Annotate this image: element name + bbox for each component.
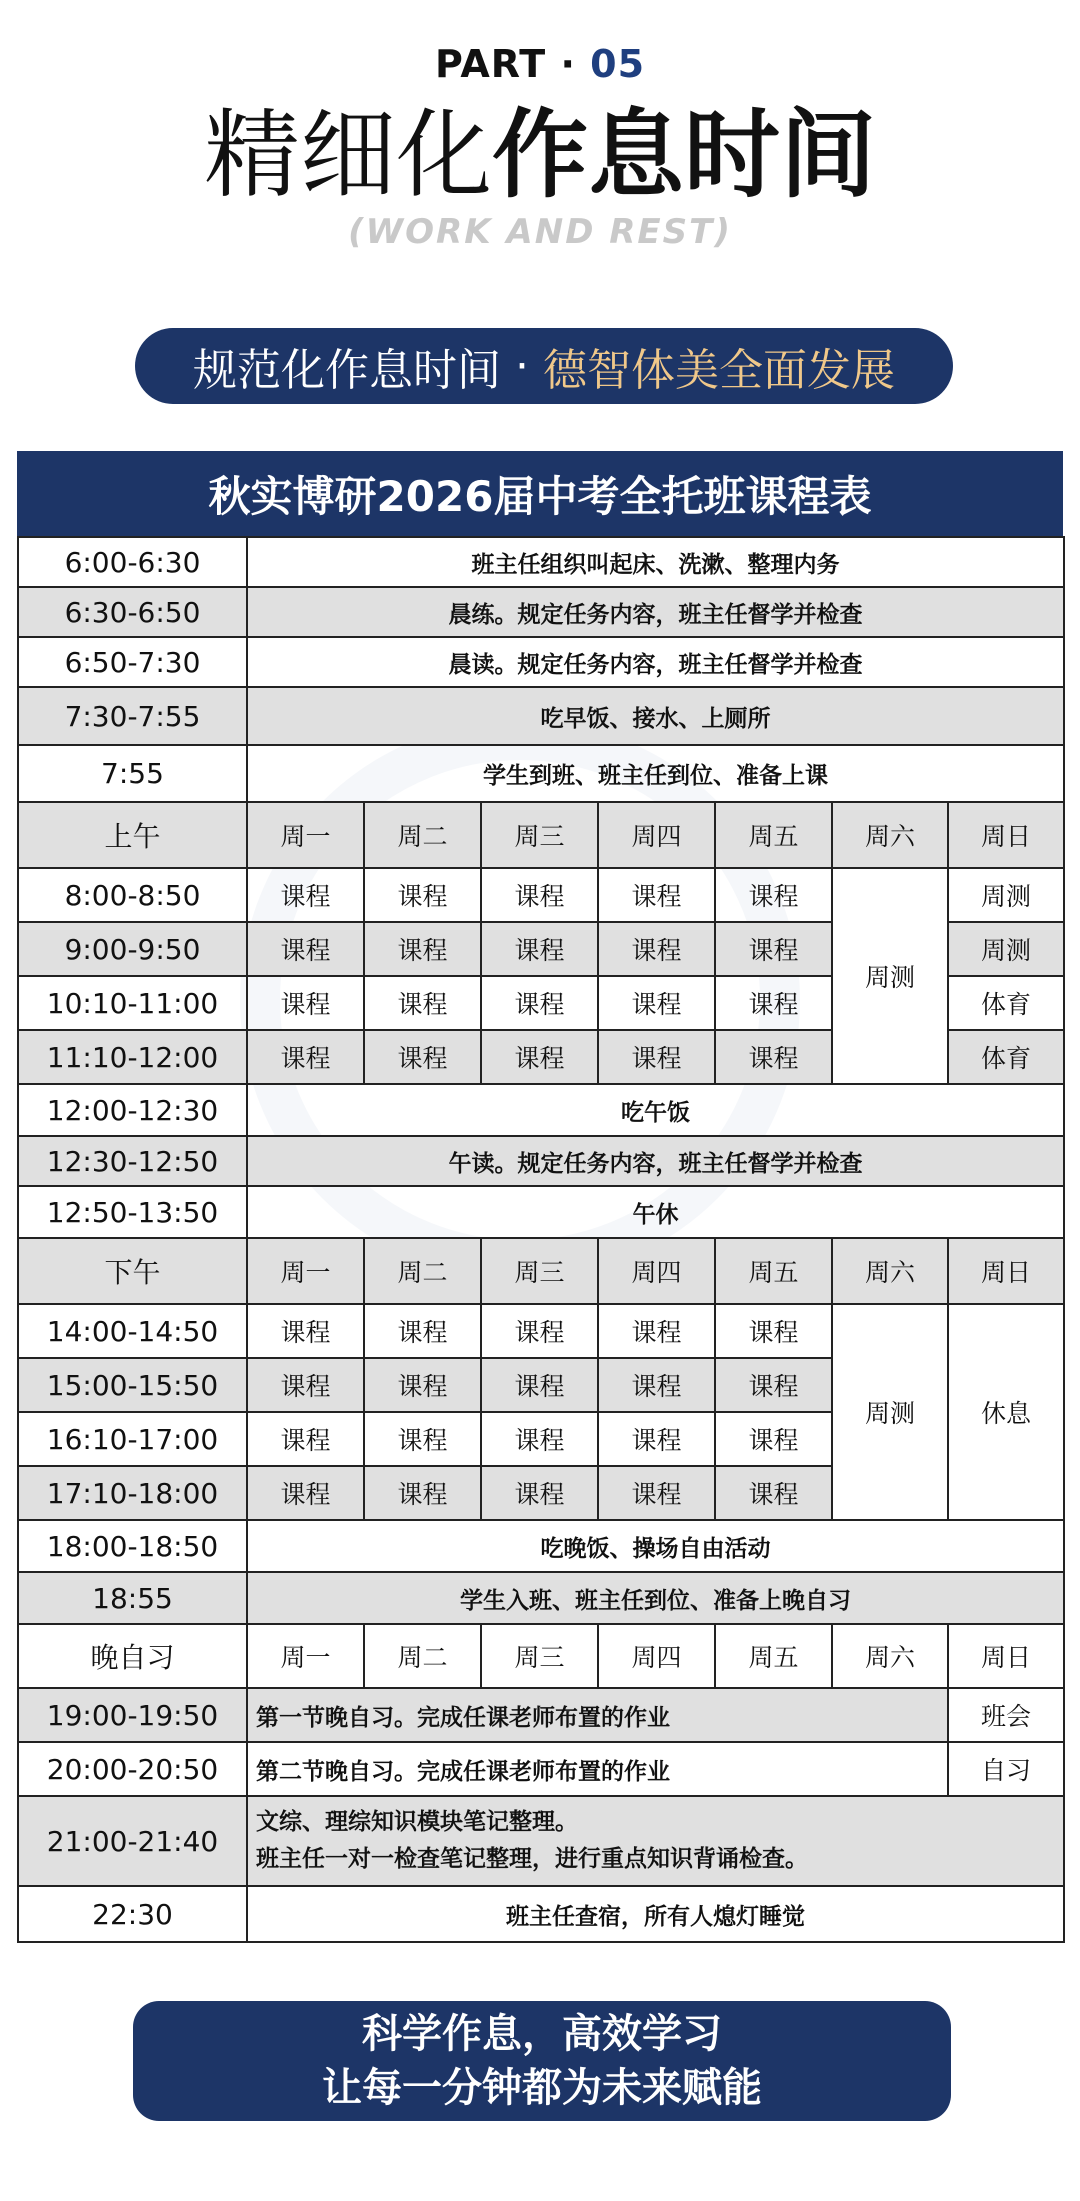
day-header: 周二 bbox=[364, 1624, 481, 1688]
sunday-cell: 班会 bbox=[948, 1688, 1064, 1742]
time-cell: 6:00-6:30 bbox=[18, 537, 247, 587]
course-cell: 课程 bbox=[715, 1412, 832, 1466]
title-bold: 作息时间 bbox=[492, 99, 876, 211]
course-cell: 课程 bbox=[247, 868, 364, 922]
course-cell: 课程 bbox=[364, 922, 481, 976]
time-cell: 18:00-18:50 bbox=[18, 1520, 247, 1572]
time-cell: 6:50-7:30 bbox=[18, 637, 247, 687]
period-label: 晚自习 bbox=[18, 1624, 247, 1688]
day-header: 周日 bbox=[948, 802, 1064, 868]
course-cell: 课程 bbox=[481, 1358, 598, 1412]
course-cell: 课程 bbox=[598, 868, 715, 922]
day-header: 周四 bbox=[598, 802, 715, 868]
table-row bbox=[18, 1304, 1064, 1358]
schedule-table bbox=[17, 451, 1063, 1943]
time-cell: 21:00-21:40 bbox=[18, 1796, 247, 1886]
part-number: 05 bbox=[590, 42, 646, 86]
sunday-cell: 休息 bbox=[948, 1304, 1064, 1520]
course-cell: 课程 bbox=[364, 1412, 481, 1466]
course-cell: 课程 bbox=[598, 1304, 715, 1358]
course-cell: 课程 bbox=[715, 868, 832, 922]
footer-line-2: 让每一分钟都为未来赋能 bbox=[322, 2065, 762, 2111]
activity-cell: 班主任组织叫起床、洗漱、整理内务 bbox=[247, 537, 1064, 587]
course-cell: 课程 bbox=[598, 922, 715, 976]
activity-cell: 午休 bbox=[247, 1186, 1064, 1238]
course-cell: 课程 bbox=[247, 976, 364, 1030]
table-row bbox=[18, 1084, 1064, 1136]
day-header: 周五 bbox=[715, 1238, 832, 1304]
course-cell: 课程 bbox=[481, 922, 598, 976]
day-header: 周五 bbox=[715, 802, 832, 868]
course-cell: 课程 bbox=[247, 1030, 364, 1084]
time-cell: 9:00-9:50 bbox=[18, 922, 247, 976]
time-cell: 8:00-8:50 bbox=[18, 868, 247, 922]
sunday-cell: 周测 bbox=[948, 868, 1064, 922]
course-cell: 课程 bbox=[247, 922, 364, 976]
activity-cell bbox=[247, 1796, 1064, 1886]
time-cell: 12:30-12:50 bbox=[18, 1136, 247, 1186]
part-text: PART bbox=[434, 42, 547, 86]
time-cell: 15:00-15:50 bbox=[18, 1358, 247, 1412]
course-cell: 课程 bbox=[715, 922, 832, 976]
title-light: 精细化 bbox=[204, 99, 492, 211]
pill-separator: · bbox=[515, 340, 529, 392]
saturday-cell: 周测 bbox=[832, 1304, 948, 1520]
subtitle-en: (WORK AND REST) bbox=[348, 212, 732, 252]
activity-line: 班主任一对一检查笔记整理，进行重点知识背诵检查。 bbox=[256, 1846, 808, 1872]
table-row bbox=[18, 537, 1064, 587]
day-header: 周日 bbox=[948, 1238, 1064, 1304]
course-cell: 课程 bbox=[247, 1466, 364, 1520]
course-cell: 课程 bbox=[247, 1358, 364, 1412]
pill-left-text: 规范化作息时间 bbox=[193, 345, 501, 396]
sunday-cell: 周测 bbox=[948, 922, 1064, 976]
time-cell: 16:10-17:00 bbox=[18, 1412, 247, 1466]
day-header: 周六 bbox=[832, 1624, 948, 1688]
activity-line: 文综、理综知识模块笔记整理。 bbox=[256, 1809, 578, 1835]
course-cell: 课程 bbox=[715, 1358, 832, 1412]
sunday-cell: 体育 bbox=[948, 976, 1064, 1030]
activity-cell: 第一节晚自习。完成任课老师布置的作业 bbox=[247, 1688, 948, 1742]
time-cell: 12:00-12:30 bbox=[18, 1084, 247, 1136]
saturday-cell: 周测 bbox=[832, 868, 948, 1084]
activity-cell: 午读。规定任务内容，班主任督学并检查 bbox=[247, 1136, 1064, 1186]
table-row bbox=[18, 1886, 1064, 1942]
day-header: 周二 bbox=[364, 1238, 481, 1304]
day-header: 周一 bbox=[247, 1624, 364, 1688]
period-label: 下午 bbox=[18, 1238, 247, 1304]
course-cell: 课程 bbox=[364, 868, 481, 922]
table-row bbox=[18, 1136, 1064, 1186]
activity-cell: 晨练。规定任务内容，班主任督学并检查 bbox=[247, 587, 1064, 637]
course-cell: 课程 bbox=[598, 1412, 715, 1466]
day-header: 周一 bbox=[247, 802, 364, 868]
activity-cell: 第二节晚自习。完成任课老师布置的作业 bbox=[247, 1742, 948, 1796]
day-header: 周六 bbox=[832, 802, 948, 868]
footer-banner bbox=[133, 2001, 951, 2121]
day-header: 周日 bbox=[948, 1624, 1064, 1688]
period-label: 上午 bbox=[18, 802, 247, 868]
course-cell: 课程 bbox=[481, 1304, 598, 1358]
time-cell: 17:10-18:00 bbox=[18, 1466, 247, 1520]
time-cell: 19:00-19:50 bbox=[18, 1688, 247, 1742]
time-cell: 20:00-20:50 bbox=[18, 1742, 247, 1796]
activity-cell: 晨读。规定任务内容，班主任督学并检查 bbox=[247, 637, 1064, 687]
course-cell: 课程 bbox=[364, 976, 481, 1030]
table-row bbox=[18, 1186, 1064, 1238]
course-cell: 课程 bbox=[715, 1030, 832, 1084]
table-row bbox=[18, 587, 1064, 637]
table-row bbox=[18, 745, 1064, 802]
table-row bbox=[18, 687, 1064, 745]
day-header: 周四 bbox=[598, 1238, 715, 1304]
time-cell: 12:50-13:50 bbox=[18, 1186, 247, 1238]
course-cell: 课程 bbox=[715, 1466, 832, 1520]
course-cell: 课程 bbox=[364, 1030, 481, 1084]
sunday-cell: 自习 bbox=[948, 1742, 1064, 1796]
footer-line-1: 科学作息，高效学习 bbox=[362, 2011, 722, 2057]
page-title bbox=[0, 100, 1080, 210]
time-cell: 14:00-14:50 bbox=[18, 1304, 247, 1358]
activity-cell: 学生到班、班主任到位、准备上课 bbox=[247, 745, 1064, 802]
activity-cell: 吃晚饭、操场自由活动 bbox=[247, 1520, 1064, 1572]
time-cell: 22:30 bbox=[18, 1886, 247, 1942]
table-row bbox=[18, 1742, 1064, 1796]
day-header: 周六 bbox=[832, 1238, 948, 1304]
course-cell: 课程 bbox=[481, 1412, 598, 1466]
day-header: 周一 bbox=[247, 1238, 364, 1304]
sunday-cell: 体育 bbox=[948, 1030, 1064, 1084]
time-cell: 7:30-7:55 bbox=[18, 687, 247, 745]
pill-right-text: 德智体美全面发展 bbox=[543, 345, 895, 396]
course-cell: 课程 bbox=[481, 1466, 598, 1520]
course-cell: 课程 bbox=[481, 976, 598, 1030]
table-row bbox=[18, 1572, 1064, 1624]
day-header-row bbox=[18, 1624, 1064, 1688]
activity-cell: 班主任查宿，所有人熄灯睡觉 bbox=[247, 1886, 1064, 1942]
course-cell: 课程 bbox=[598, 1030, 715, 1084]
day-header: 周二 bbox=[364, 802, 481, 868]
slogan-pill bbox=[135, 328, 953, 404]
time-cell: 11:10-12:00 bbox=[18, 1030, 247, 1084]
table-title: 秋实博研2026届中考全托班课程表 bbox=[17, 451, 1063, 536]
time-cell: 6:30-6:50 bbox=[18, 587, 247, 637]
course-cell: 课程 bbox=[364, 1304, 481, 1358]
course-cell: 课程 bbox=[481, 868, 598, 922]
day-header: 周五 bbox=[715, 1624, 832, 1688]
day-header-row bbox=[18, 802, 1064, 868]
table-row bbox=[18, 637, 1064, 687]
course-cell: 课程 bbox=[715, 976, 832, 1030]
course-cell: 课程 bbox=[598, 1358, 715, 1412]
course-cell: 课程 bbox=[364, 1358, 481, 1412]
time-cell: 10:10-11:00 bbox=[18, 976, 247, 1030]
day-header-row bbox=[18, 1238, 1064, 1304]
day-header: 周三 bbox=[481, 1238, 598, 1304]
day-header: 周四 bbox=[598, 1624, 715, 1688]
table-row bbox=[18, 1520, 1064, 1572]
day-header: 周三 bbox=[481, 1624, 598, 1688]
part-separator: · bbox=[560, 42, 576, 86]
course-cell: 课程 bbox=[247, 1304, 364, 1358]
part-label bbox=[0, 42, 1080, 86]
activity-cell: 吃午饭 bbox=[247, 1084, 1064, 1136]
day-header: 周三 bbox=[481, 802, 598, 868]
course-cell: 课程 bbox=[598, 976, 715, 1030]
course-cell: 课程 bbox=[598, 1466, 715, 1520]
course-cell: 课程 bbox=[364, 1466, 481, 1520]
course-cell: 课程 bbox=[247, 1412, 364, 1466]
activity-cell: 吃早饭、接水、上厕所 bbox=[247, 687, 1064, 745]
course-cell: 课程 bbox=[715, 1304, 832, 1358]
course-cell: 课程 bbox=[481, 1030, 598, 1084]
table-row bbox=[18, 1796, 1064, 1886]
time-cell: 7:55 bbox=[18, 745, 247, 802]
activity-cell: 学生入班、班主任到位、准备上晚自习 bbox=[247, 1572, 1064, 1624]
time-cell: 18:55 bbox=[18, 1572, 247, 1624]
table-row bbox=[18, 868, 1064, 922]
table-row bbox=[18, 1688, 1064, 1742]
